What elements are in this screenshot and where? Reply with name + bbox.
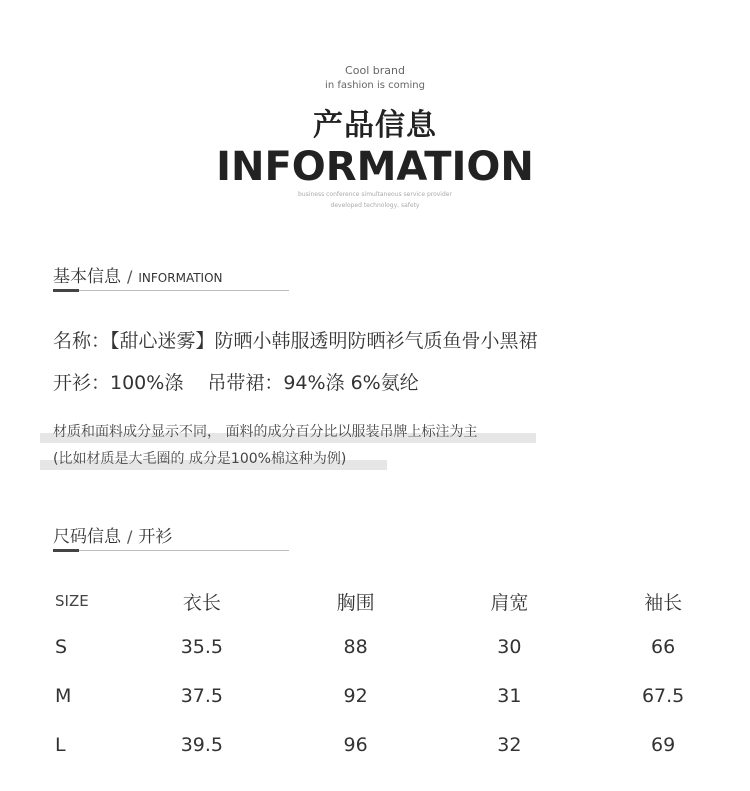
row-length: 35.5	[180, 635, 224, 658]
header-sleeve: 袖长	[644, 591, 683, 614]
size-info-separator: /	[127, 527, 133, 546]
row-sleeve: 67.5	[641, 684, 685, 707]
basic-info-separator: /	[127, 267, 133, 286]
fabric-composition	[53, 368, 419, 395]
product-name: 名称：【甜心迷雾】防晒小韩服透明防晒衫气质鱼骨小黑裙	[53, 330, 538, 352]
header-bust: 胸围	[336, 591, 375, 614]
row-length: 39.5	[180, 733, 224, 756]
size-table-header	[40, 580, 740, 622]
row-shoulder: 32	[497, 733, 522, 756]
row-bust: 88	[343, 635, 368, 658]
row-size: M	[55, 684, 72, 707]
page-title-chinese: 产品信息	[313, 108, 437, 143]
row-sleeve: 66	[651, 635, 676, 658]
table-row	[40, 622, 740, 671]
subtitle-line-1: business conference simultaneous service provider	[298, 191, 452, 198]
size-info-heading	[53, 522, 172, 547]
row-sleeve: 69	[651, 733, 676, 756]
size-info-divider-accent	[53, 549, 79, 552]
material-note-2: (比如材质是大毛圈的 成分是100%棉这种为例)	[53, 451, 347, 467]
basic-info-title: 基本信息	[53, 267, 121, 287]
basic-info-divider-accent	[53, 289, 79, 292]
basic-info-title-en: INFORMATION	[138, 271, 223, 285]
size-info-subtitle: 开衫	[138, 527, 173, 547]
size-info-divider	[53, 550, 289, 551]
row-shoulder: 30	[497, 635, 522, 658]
brand-tagline-2: in fashion is coming	[325, 80, 425, 91]
brand-tagline-1: Cool brand	[345, 64, 405, 77]
header-size: SIZE	[55, 592, 89, 610]
row-length: 37.5	[180, 684, 224, 707]
basic-info-heading	[53, 262, 223, 287]
size-info-title: 尺码信息	[53, 527, 121, 547]
header-length: 衣长	[182, 591, 221, 614]
fabric-slip-dress: 吊带裙：94%涤 6%氨纶	[207, 372, 419, 394]
table-row	[40, 671, 740, 720]
row-size: L	[55, 733, 66, 756]
material-note-1: 材质和面料成分显示不同， 面料的成分百分比以服装吊牌上标注为主	[53, 424, 478, 440]
basic-info-divider	[53, 290, 289, 291]
subtitle-line-2: developed technology, safety	[330, 202, 420, 209]
row-size: S	[55, 635, 68, 658]
page-title-english: INFORMATION	[216, 144, 534, 190]
row-shoulder: 31	[497, 684, 522, 707]
fabric-cardigan: 开衫：100%涤	[53, 372, 184, 394]
row-bust: 96	[343, 733, 368, 756]
row-bust: 92	[343, 684, 368, 707]
size-table	[40, 580, 740, 769]
table-row	[40, 720, 740, 769]
header-shoulder: 肩宽	[490, 591, 529, 614]
